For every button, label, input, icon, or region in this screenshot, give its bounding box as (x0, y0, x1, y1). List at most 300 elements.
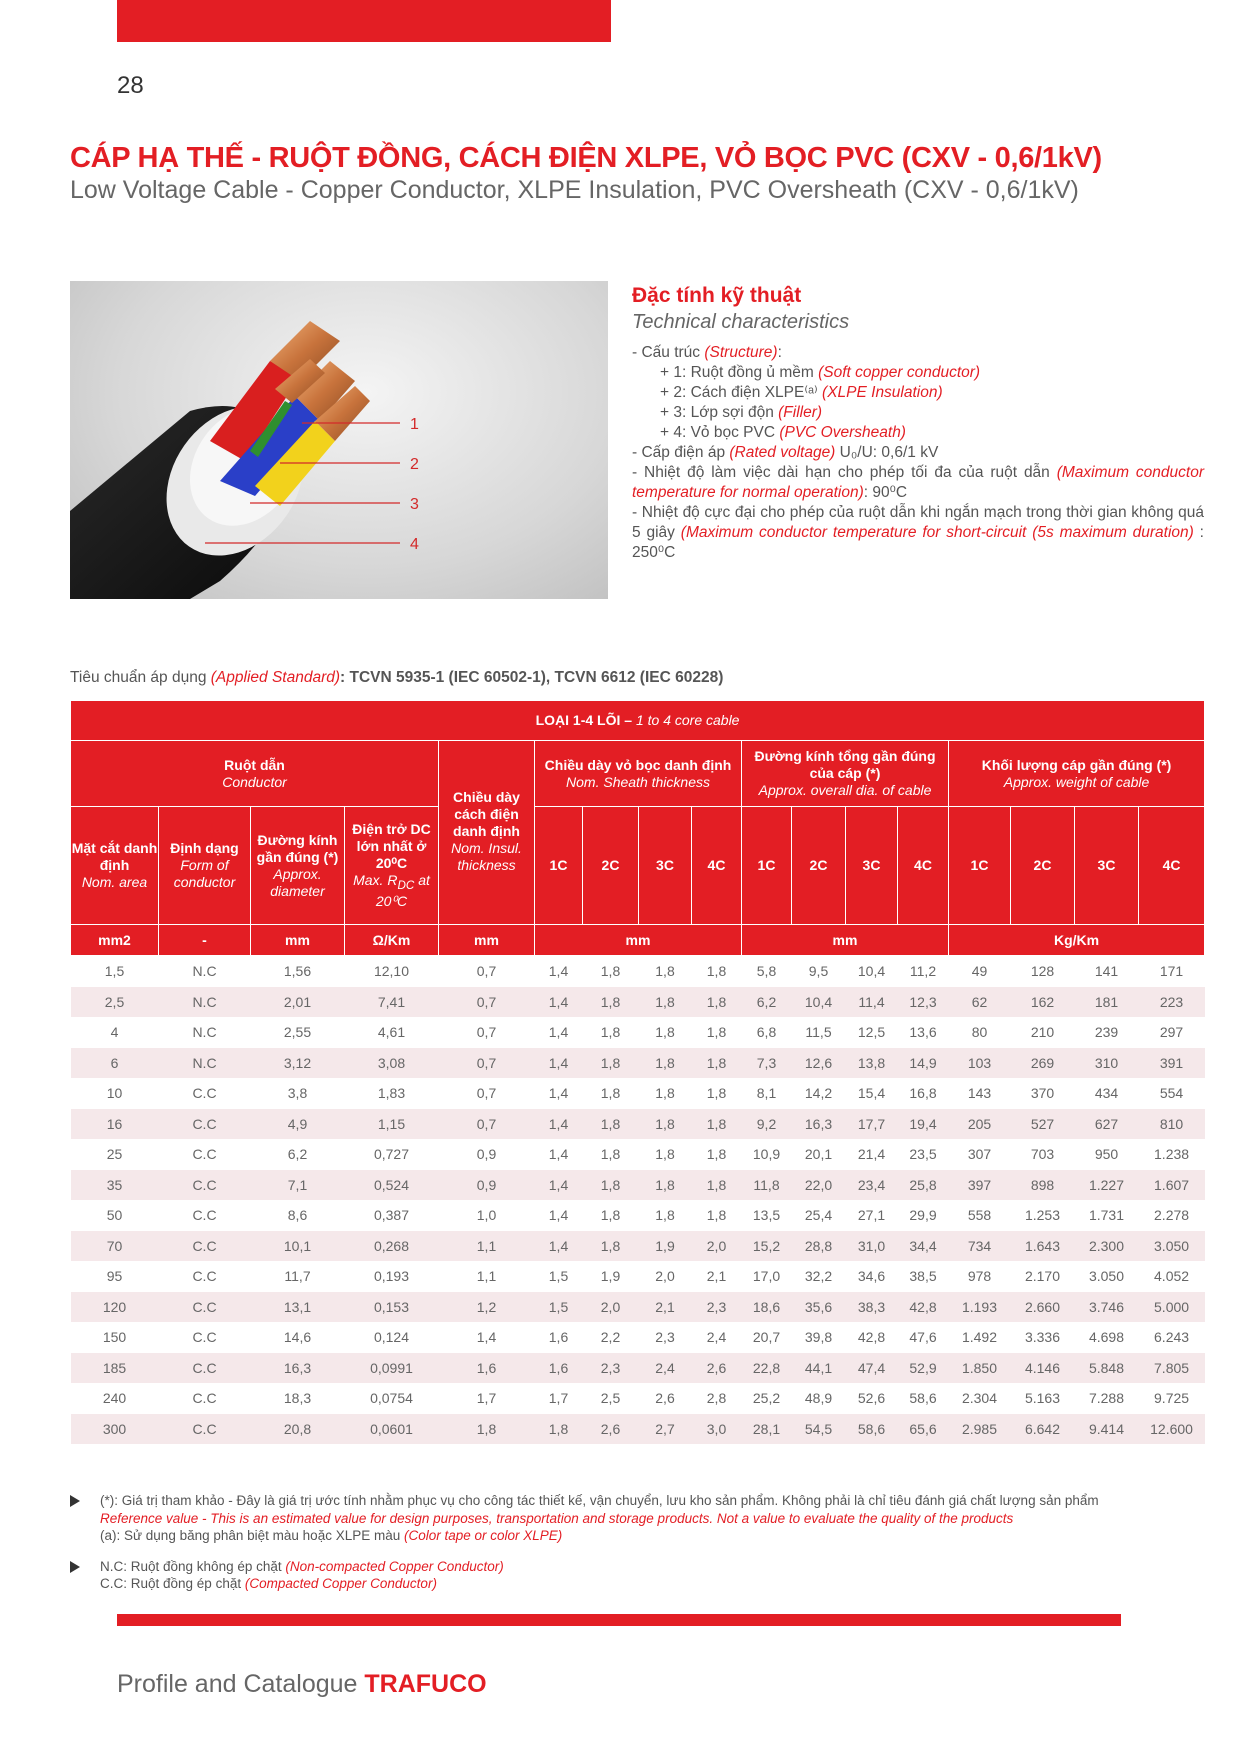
table-cell: 0,124 (373, 1329, 410, 1346)
table-cell: 6.243 (1154, 1329, 1190, 1346)
table-cell: 1,8 (600, 1146, 621, 1163)
table-cell: 810 (1139, 1109, 1205, 1140)
table-cell: 95 (106, 1268, 123, 1285)
table-cell: 1,4 (476, 1329, 497, 1346)
table-cell: 1,8 (692, 1170, 742, 1201)
table-cell: 17,0 (752, 1268, 781, 1285)
table-cell: 0,7 (476, 1085, 497, 1102)
table-cell: 2,01 (251, 987, 345, 1018)
table-cell: 25,8 (898, 1170, 949, 1201)
table-cell: 1,8 (706, 1024, 727, 1041)
table-cell: 2,3 (692, 1292, 742, 1323)
table-cell: 2,8 (706, 1390, 727, 1407)
unit-cell: mm (251, 925, 345, 956)
table-cell: 1,4 (548, 1024, 569, 1041)
table-cell: 0,9 (476, 1146, 497, 1163)
table-cell: 80 (971, 1024, 988, 1041)
brand-name: TRAFUCO (364, 1670, 487, 1698)
table-cell: 8,1 (756, 1085, 777, 1102)
table-cell: N.C (192, 963, 217, 980)
table-cell: 2.660 (1011, 1292, 1075, 1323)
table-cell: 128 (1030, 963, 1055, 980)
table-cell: 1,1 (439, 1231, 535, 1262)
table-cell: 181 (1075, 987, 1139, 1018)
table-row (71, 1414, 1205, 1445)
table-row (71, 1292, 1205, 1323)
table-cell: 34,4 (898, 1231, 949, 1262)
table-cell: 11,8 (742, 1170, 792, 1201)
table-cell: 1,15 (345, 1109, 439, 1140)
table-cell: 25,2 (752, 1390, 781, 1407)
table-cell: 3,12 (251, 1048, 345, 1079)
table-cell: 9.725 (1154, 1390, 1190, 1407)
table-cell: 0,0601 (345, 1414, 439, 1445)
table-cell: 50 (106, 1207, 123, 1224)
table-cell: N.C (192, 1024, 217, 1041)
table-cell: 1,8 (706, 1085, 727, 1102)
table-cell: 9,5 (808, 963, 829, 980)
footnote-conductor-forms: N.C: Ruột đồng không ép chặt (Non-compacted Copper Conductor) C.C: Ruột đồng ép chặt (Compacted Copper Conductor) (70, 1558, 1204, 1593)
core-header: 1C (742, 807, 792, 925)
table-cell: 8,6 (287, 1207, 308, 1224)
table-row (71, 1200, 1205, 1231)
table-cell: 3.050 (1139, 1231, 1205, 1262)
table-cell: C.C (192, 1268, 217, 1285)
table-cell: 1,9 (639, 1231, 692, 1262)
table-cell: 7.805 (1139, 1353, 1205, 1384)
page-title: CÁP HẠ THẾ - RUỘT ĐỒNG, CÁCH ĐIỆN XLPE, VỎ BỌC PVC (CXV - 0,6/1kV) (70, 142, 1102, 174)
table-cell: 434 (1094, 1085, 1119, 1102)
table-cell: 527 (1011, 1109, 1075, 1140)
table-row (71, 1383, 1205, 1414)
table-cell: 1,5 (104, 963, 125, 980)
table-cell: 12,5 (857, 1024, 886, 1041)
overall-diameter-header: Đường kính tổng gần đúng của cáp (*) Approx. overall dia. of cable (742, 741, 949, 807)
table-cell: 9,2 (742, 1109, 792, 1140)
table-cell: C.C (159, 1231, 251, 1262)
core-header: 4C (692, 807, 742, 925)
technical-characteristics (632, 283, 1204, 563)
table-cell: 1,8 (583, 1109, 639, 1140)
table-cell: 1.492 (961, 1329, 998, 1346)
table-cell: 6 (71, 1048, 159, 1079)
table-cell: 1,1 (476, 1268, 497, 1285)
table-row (71, 1231, 1205, 1262)
table-cell: 1,8 (535, 1414, 583, 1445)
table-cell: 16 (71, 1109, 159, 1140)
table-cell: 2,1 (706, 1268, 727, 1285)
table-cell: 20,8 (251, 1414, 345, 1445)
table-cell: 15,4 (857, 1085, 886, 1102)
callout-4: 4 (410, 536, 419, 553)
table-row (71, 1261, 1205, 1292)
table-cell: C.C (159, 1414, 251, 1445)
table-cell: 4,9 (251, 1109, 345, 1140)
table-cell: 307 (967, 1146, 992, 1163)
table-cell: 1.731 (1088, 1207, 1125, 1224)
table-cell: 20,1 (804, 1146, 833, 1163)
table-cell: 0,727 (373, 1146, 410, 1163)
table-row (71, 1322, 1205, 1353)
bullet-arrow-icon (70, 1495, 80, 1507)
table-cell: 141 (1094, 963, 1119, 980)
table-cell: 0,7 (476, 1024, 497, 1041)
table-cell: 7,3 (742, 1048, 792, 1079)
table-cell: 2,0 (655, 1268, 675, 1285)
table-cell: 1,4 (535, 987, 583, 1018)
table-cell: 1,8 (439, 1414, 535, 1445)
table-cell: 18,6 (742, 1292, 792, 1323)
table-cell: 1,8 (655, 1085, 675, 1102)
table-cell: 1.253 (1024, 1207, 1061, 1224)
table-cell: 6,2 (742, 987, 792, 1018)
table-cell: 1,7 (476, 1390, 497, 1407)
table-cell: 35,6 (792, 1292, 846, 1323)
table-cell: 22,0 (792, 1170, 846, 1201)
table-row (71, 1017, 1205, 1048)
table-cell: 34,6 (857, 1268, 886, 1285)
table-title: LOẠI 1-4 LÕI – 1 to 4 core cable (71, 701, 1205, 741)
unit-cell: Ω/Km (345, 925, 439, 956)
nominal-area-header: Mặt cắt danh định Nom. area (71, 807, 159, 925)
sheath-thickness-header: Chiều dày vỏ bọc danh định Nom. Sheath thickness (535, 741, 742, 807)
table-cell: C.C (192, 1390, 217, 1407)
table-cell: 19,4 (898, 1109, 949, 1140)
table-cell: 25 (106, 1146, 123, 1163)
table-cell: 1,8 (706, 1207, 727, 1224)
table-cell: 1,83 (377, 1085, 406, 1102)
rated-voltage-line: - Cấp điện áp (Rated voltage) U₀/U: 0,6/1 kV (632, 444, 939, 461)
table-cell: 1,6 (439, 1353, 535, 1384)
table-cell: 2,1 (639, 1292, 692, 1323)
table-cell: 2.985 (949, 1414, 1011, 1445)
table-cell: 11,4 (846, 987, 898, 1018)
table-cell: 10,9 (752, 1146, 781, 1163)
table-cell: 223 (1139, 987, 1205, 1018)
table-cell: 950 (1094, 1146, 1119, 1163)
table-cell: 2,3 (583, 1353, 639, 1384)
table-cell: 2,5 (600, 1390, 621, 1407)
unit-cell: mm2 (71, 925, 159, 956)
table-cell: 65,6 (898, 1414, 949, 1445)
structure-item: + 3: Lớp sợi độn (Filler) (660, 404, 823, 421)
table-cell: 31,0 (846, 1231, 898, 1262)
table-cell: 47,6 (909, 1329, 937, 1346)
callout-1: 1 (410, 416, 419, 433)
table-cell: 18,3 (283, 1390, 312, 1407)
table-cell: 2,5 (71, 987, 159, 1018)
table-cell: C.C (159, 1170, 251, 1201)
table-cell: 1,8 (639, 1170, 692, 1201)
table-cell: 14,9 (898, 1048, 949, 1079)
table-cell: C.C (192, 1146, 217, 1163)
unit-cell: mm (742, 925, 949, 956)
table-cell: 20,7 (752, 1329, 781, 1346)
table-cell: 23,5 (909, 1146, 937, 1163)
table-cell: 42,8 (898, 1292, 949, 1323)
table-cell: 1,8 (706, 963, 727, 980)
table-cell: 297 (1159, 1024, 1184, 1041)
table-cell: 1,4 (535, 1231, 583, 1262)
table-cell: 6.642 (1011, 1414, 1075, 1445)
table-cell: 5.163 (1024, 1390, 1061, 1407)
table-cell: 1,8 (692, 987, 742, 1018)
table-cell: 0,7 (439, 1048, 535, 1079)
table-cell: 1,0 (476, 1207, 497, 1224)
top-red-bar (117, 0, 611, 42)
table-cell: 10,4 (792, 987, 846, 1018)
table-cell: 0,0754 (370, 1390, 413, 1407)
table-cell: 42,8 (857, 1329, 886, 1346)
page-subtitle: Low Voltage Cable - Copper Conductor, XLPE Insulation, PVC Oversheath (CXV - 0,6/1kV) (70, 176, 1079, 204)
table-cell: 103 (949, 1048, 1011, 1079)
table-cell: 1,8 (600, 1085, 621, 1102)
table-cell: 1.643 (1011, 1231, 1075, 1262)
table-cell: 210 (1030, 1024, 1055, 1041)
table-cell: 0,387 (373, 1207, 410, 1224)
table-row (71, 1109, 1205, 1140)
table-cell: 2,6 (692, 1353, 742, 1384)
table-cell: 143 (967, 1085, 992, 1102)
table-cell: C.C (192, 1085, 217, 1102)
table-cell: 2.304 (961, 1390, 998, 1407)
table-cell: 9.414 (1075, 1414, 1139, 1445)
table-cell: 1.850 (949, 1353, 1011, 1384)
table-cell: 2,4 (706, 1329, 727, 1346)
table-cell: 3,0 (692, 1414, 742, 1445)
core-header: 3C (846, 807, 898, 925)
table-cell: 2,55 (283, 1024, 312, 1041)
table-cell: 15,2 (742, 1231, 792, 1262)
table-cell: 6,8 (756, 1024, 777, 1041)
conductor-group-header: Ruột dẫn Conductor (71, 741, 439, 807)
table-cell: 5,8 (756, 963, 777, 980)
core-header: 2C (583, 807, 639, 925)
tech-heading-en: Technical characteristics (632, 311, 850, 333)
table-cell: 1,6 (535, 1353, 583, 1384)
table-cell: 10 (106, 1085, 123, 1102)
table-cell: 5.848 (1075, 1353, 1139, 1384)
table-cell: 16,3 (792, 1109, 846, 1140)
table-cell: 13,1 (251, 1292, 345, 1323)
table-cell: 1,4 (548, 1207, 569, 1224)
table-cell: 2,0 (583, 1292, 639, 1323)
table-cell: 5.000 (1139, 1292, 1205, 1323)
table-cell: 978 (967, 1268, 992, 1285)
table-cell: 17,7 (846, 1109, 898, 1140)
table-cell: 32,2 (804, 1268, 833, 1285)
table-cell: 1,4 (535, 1109, 583, 1140)
table-cell: 11,5 (805, 1024, 832, 1041)
unit-cell: Kg/Km (949, 925, 1205, 956)
footnotes (70, 1492, 1204, 1606)
table-cell: 49 (971, 963, 988, 980)
table-cell: 1,8 (655, 963, 675, 980)
table-cell: 1,8 (600, 1024, 621, 1041)
table-cell: 1,9 (600, 1268, 621, 1285)
structure-line: - Cấu trúc (Structure): (632, 344, 782, 361)
table-cell: 13,5 (752, 1207, 781, 1224)
table-cell: 269 (1011, 1048, 1075, 1079)
table-cell: 2,2 (600, 1329, 621, 1346)
conductor-form-header: Định dạng Form of conductor (159, 807, 251, 925)
unit-cell: mm (439, 925, 535, 956)
table-cell: 4.052 (1154, 1268, 1190, 1285)
table-cell: 1,8 (655, 1024, 675, 1041)
table-cell: 4.698 (1088, 1329, 1125, 1346)
table-cell: 58,6 (846, 1414, 898, 1445)
structure-item: + 2: Cách điện XLPE⁽ᵃ⁾ (XLPE Insulation) (660, 384, 943, 401)
table-cell: 7.288 (1088, 1390, 1125, 1407)
core-header: 4C (1139, 807, 1205, 925)
table-cell: 28,8 (792, 1231, 846, 1262)
applied-standard: Tiêu chuẩn áp dụng (Applied Standard): TCVN 5935-1 (IEC 60502-1), TCVN 6612 (IEC 60228) (70, 669, 724, 686)
core-header: 3C (639, 807, 692, 925)
table-cell: 397 (949, 1170, 1011, 1201)
table-cell: 23,4 (846, 1170, 898, 1201)
table-cell: 1,2 (439, 1292, 535, 1323)
cable-weight-header: Khối lượng cáp gần đúng (*) Approx. weight of cable (949, 741, 1205, 807)
table-cell: N.C (159, 987, 251, 1018)
table-cell: 171 (1159, 963, 1184, 980)
table-cell: 70 (71, 1231, 159, 1262)
table-cell: 0,524 (345, 1170, 439, 1201)
unit-cell: - (159, 925, 251, 956)
table-cell: 2,0 (692, 1231, 742, 1262)
table-cell: 1,8 (692, 1048, 742, 1079)
core-header: 2C (1011, 807, 1075, 925)
table-cell: 1,4 (548, 1146, 569, 1163)
table-cell: 35 (71, 1170, 159, 1201)
table-cell: 1.227 (1075, 1170, 1139, 1201)
table-cell: 39,8 (804, 1329, 833, 1346)
table-row (71, 1139, 1205, 1170)
table-cell: 2,6 (583, 1414, 639, 1445)
table-cell: 3.336 (1024, 1329, 1061, 1346)
table-cell: 162 (1011, 987, 1075, 1018)
table-cell: 370 (1030, 1085, 1055, 1102)
table-cell: 0,7 (476, 963, 497, 980)
core-header: 1C (535, 807, 583, 925)
callout-3: 3 (410, 496, 419, 513)
table-cell: 300 (71, 1414, 159, 1445)
structure-item: + 1: Ruột đồng ủ mềm (Soft copper conductor) (660, 364, 981, 381)
table-cell: 558 (967, 1207, 992, 1224)
table-cell: 205 (949, 1109, 1011, 1140)
core-header: 2C (792, 807, 846, 925)
table-cell: 150 (102, 1329, 127, 1346)
table-cell: 12,3 (898, 987, 949, 1018)
table-cell: 240 (102, 1390, 127, 1407)
core-header: 3C (1075, 807, 1139, 925)
table-cell: 1,8 (639, 987, 692, 1018)
table-cell: 1,5 (535, 1292, 583, 1323)
page-number: 28 (117, 72, 144, 99)
table-cell: 1.238 (1154, 1146, 1190, 1163)
table-cell: 3,08 (345, 1048, 439, 1079)
table-cell: 12.600 (1139, 1414, 1205, 1445)
table-row (71, 1078, 1205, 1109)
table-cell: 1,8 (583, 1231, 639, 1262)
table-cell: 1,8 (655, 1146, 675, 1163)
table-cell: 734 (949, 1231, 1011, 1262)
table-cell: 13,8 (846, 1048, 898, 1079)
table-cell: 0,268 (345, 1231, 439, 1262)
core-header: 1C (949, 807, 1011, 925)
table-cell: 1,8 (583, 1048, 639, 1079)
insulation-thickness-header: Chiều dày cách điện danh định Nom. Insul. thickness (439, 741, 535, 925)
table-cell: 1,8 (639, 1048, 692, 1079)
table-cell: 1,8 (600, 963, 621, 980)
table-cell: 1,6 (548, 1329, 569, 1346)
table-cell: 4.146 (1011, 1353, 1075, 1384)
table-cell: 21,4 (857, 1146, 886, 1163)
table-cell: 29,9 (909, 1207, 937, 1224)
table-cell: 1,4 (548, 963, 569, 980)
table-cell: 12,6 (792, 1048, 846, 1079)
table-cell: 1,5 (548, 1268, 569, 1285)
footnote-reference: (*): Giá trị tham khảo - Đây là giá trị ước tính nhằm phục vụ cho công tác thiết kế, vận chuyển, lưu kho sản phẩm. Không phải là chỉ tiêu đánh giá chất lượng sản phẩm Reference value - This is an estimated value for design purposes, transportation and storage products. Not a value to evaluate the quality of the products (a): Sử dụng băng phân biệt màu hoặc XLPE màu (Color tape or color XLPE) (70, 1492, 1204, 1545)
bottom-red-bar (117, 1614, 1121, 1626)
callout-2: 2 (410, 456, 419, 473)
table-cell: 10,1 (251, 1231, 345, 1262)
table-cell: 120 (71, 1292, 159, 1323)
table-cell: 1,8 (583, 987, 639, 1018)
table-cell: C.C (192, 1207, 217, 1224)
table-cell: 1,8 (655, 1207, 675, 1224)
table-cell: 1.607 (1139, 1170, 1205, 1201)
table-cell: 627 (1075, 1109, 1139, 1140)
table-cell: 1,8 (583, 1170, 639, 1201)
table-cell: 7,1 (251, 1170, 345, 1201)
table-cell: 4 (110, 1024, 119, 1041)
table-cell: 1,8 (600, 1207, 621, 1224)
table-row (71, 1048, 1205, 1079)
table-cell: 28,1 (742, 1414, 792, 1445)
table-cell: 1,8 (706, 1146, 727, 1163)
table-cell: C.C (192, 1329, 217, 1346)
table-cell: 10,4 (857, 963, 886, 980)
table-cell: 14,2 (804, 1085, 833, 1102)
table-cell: 14,6 (283, 1329, 312, 1346)
table-cell: 391 (1139, 1048, 1205, 1079)
table-cell: 62 (949, 987, 1011, 1018)
table-cell: 0,7 (439, 987, 535, 1018)
table-cell: 13,6 (909, 1024, 937, 1041)
table-cell: 0,0991 (345, 1353, 439, 1384)
table-cell: 0,7 (439, 1109, 535, 1140)
cable-spec-table (70, 700, 1205, 1444)
table-cell: 1,4 (535, 1170, 583, 1201)
short-circuit-temp-line: - Nhiệt độ cực đại cho phép của ruột dẫn khi ngắn mạch trong thời gian không quá 5 giây (Maximum conductor temperature for short-circuit (5s maximum duration) : 250⁰C (632, 504, 1204, 561)
table-row (71, 956, 1205, 987)
table-cell: 2,6 (655, 1390, 675, 1407)
conductor-diameter-header: Đường kính gần đúng (*) Approx. diameter (251, 807, 345, 925)
table-cell: 0,193 (373, 1268, 410, 1285)
table-cell: 0,153 (345, 1292, 439, 1323)
table-cell: 310 (1075, 1048, 1139, 1079)
table-cell: 27,1 (857, 1207, 886, 1224)
table-cell: 898 (1011, 1170, 1075, 1201)
table-cell: 1.193 (949, 1292, 1011, 1323)
table-cell: 2,7 (639, 1414, 692, 1445)
table-cell: 11,7 (284, 1268, 311, 1285)
footer: Profile and Catalogue TRAFUCO (117, 1670, 487, 1698)
table-cell: C.C (159, 1353, 251, 1384)
table-cell: 1,7 (548, 1390, 569, 1407)
table-row (71, 1353, 1205, 1384)
table-cell: C.C (159, 1109, 251, 1140)
